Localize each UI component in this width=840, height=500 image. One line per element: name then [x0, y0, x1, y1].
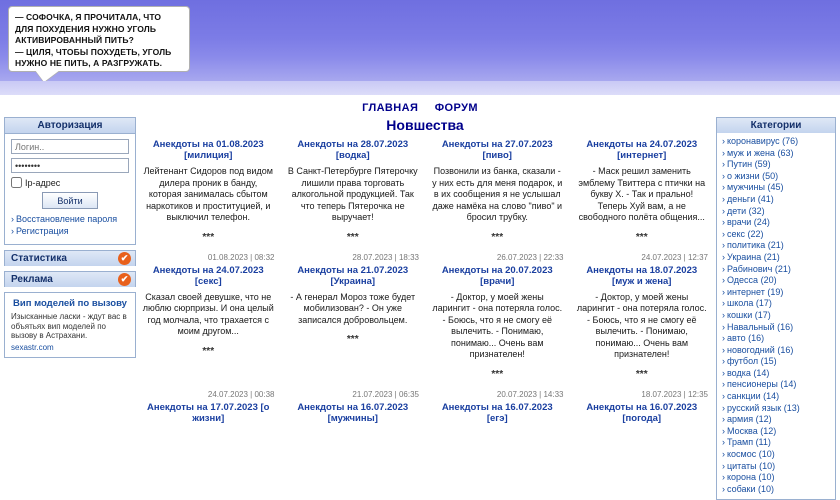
bullet-icon: › — [722, 136, 725, 146]
bubble-line-5: НУЖНО НЕ ПИТЬ, А РАЗГРУЖАТЬ. — [15, 58, 163, 68]
category-link[interactable]: школа (17) — [727, 298, 772, 309]
category-item[interactable] — [722, 148, 831, 160]
category-item[interactable] — [722, 229, 831, 241]
nav-item-home[interactable]: ГЛАВНАЯ — [362, 102, 419, 114]
registration-link[interactable]: Регистрация — [16, 226, 69, 236]
bullet-icon: › — [11, 214, 14, 224]
bullet-icon: › — [722, 170, 725, 181]
post-card — [285, 253, 422, 380]
post-rating: *** — [346, 231, 359, 243]
category-item[interactable] — [722, 275, 831, 287]
category-link[interactable]: политика (21) — [727, 240, 784, 251]
post-text: Лейтенант Сидоров под видом дилера проник в банду, которая занималась сбытом наркотиков и проституцией, и выключил телефон. — [143, 166, 273, 222]
posts-row-1 — [140, 139, 710, 243]
category-item[interactable] — [722, 333, 831, 345]
bullet-icon: › — [722, 205, 725, 216]
category-item[interactable] — [722, 437, 831, 449]
category-link[interactable]: собаки (10) — [727, 483, 775, 494]
post-date: 21.07.2023 | 06:35 — [352, 389, 419, 399]
joke-speech-bubble — [8, 6, 190, 72]
post-text: - Доктор, у моей жены ларингит - она потеряла голос. - Боюсь, что я не смогу её вылечить. - Понимаю, понимаю... Очень вам признателен! — [432, 291, 563, 359]
category-item[interactable] — [722, 298, 831, 310]
category-item[interactable] — [722, 252, 831, 264]
post-rating: *** — [635, 368, 648, 380]
post-text: - Доктор, у моей жены ларингит - она потеряла голос. - Боюсь, что я не смогу её вылечить. - Понимаю, понимаю... Очень вам признателен! — [576, 291, 707, 359]
category-item[interactable] — [722, 368, 831, 380]
login-button[interactable]: Войти — [42, 192, 98, 209]
category-item[interactable] — [722, 287, 831, 299]
promo-url[interactable]: sexastr.com — [11, 342, 54, 352]
post-title[interactable]: Анекдоты на 24.07.2023 [интернет] — [586, 139, 698, 161]
category-item[interactable] — [722, 136, 831, 148]
category-item[interactable] — [722, 182, 831, 194]
category-item[interactable] — [722, 264, 831, 276]
category-item[interactable] — [722, 379, 831, 391]
post-date: 18.07.2023 | 12:35 — [641, 389, 708, 399]
auth-panel-title: Авторизация — [4, 117, 136, 133]
bubble-line-4: — ЦИЛЯ, ЧТОБЫ ПОХУДЕТЬ, УГОЛЬ — [15, 46, 172, 57]
page-title: Новшества — [386, 117, 464, 133]
post-text: - Маск решил заменить эмблему Твиттера с птички на букву Х. - Так и прально! Теперь Хуй вам, а не свободного полёта общения... — [578, 166, 706, 222]
category-link[interactable]: Москва (12) — [727, 425, 777, 436]
category-link[interactable]: муж и жена (63) — [727, 147, 794, 158]
bullet-icon: › — [722, 193, 725, 204]
check-icon: ✔ — [118, 252, 131, 265]
category-item[interactable] — [722, 391, 831, 403]
row-spacer — [140, 380, 710, 390]
bubble-line-2: ДЛЯ ПОХУДЕНИЯ НУЖНО УГОЛЬ — [15, 23, 157, 34]
ads-panel-title: Реклама — [11, 274, 53, 285]
category-link[interactable]: врачи (24) — [727, 217, 770, 228]
promo-title[interactable]: Вип моделей по вызову — [13, 298, 127, 309]
login-input[interactable] — [11, 139, 129, 154]
ads-panel — [4, 271, 136, 287]
posts-row-2 — [140, 253, 710, 380]
post-date: 26.07.2023 | 22:33 — [496, 252, 564, 262]
category-link[interactable]: водка (14) — [727, 367, 770, 378]
bullet-icon: › — [722, 483, 725, 494]
bullet-icon: › — [722, 344, 725, 355]
bullet-icon: › — [722, 414, 725, 425]
category-item[interactable] — [722, 472, 831, 484]
category-link[interactable]: цитаты (10) — [727, 460, 776, 471]
auth-panel-body — [4, 133, 136, 245]
category-item[interactable] — [722, 217, 831, 229]
post-title[interactable]: Анекдоты на 20.07.2023 [врачи] — [441, 264, 553, 287]
bullet-icon: › — [722, 275, 725, 286]
stats-panel — [4, 250, 136, 266]
stats-panel-title: Статистика — [11, 253, 67, 264]
check-icon: ✔ — [118, 273, 131, 286]
bullet-icon: › — [722, 449, 725, 460]
post-card — [429, 390, 566, 429]
bubble-line-3: АКТИВИРОВАННЫЙ ПИТЬ? — [15, 35, 134, 45]
category-link[interactable]: секс (22) — [727, 228, 764, 239]
promo-block[interactable] — [4, 292, 136, 358]
restore-password-link[interactable]: Восстановление пароля — [16, 214, 118, 224]
post-date: 24.07.2023 | 12:37 — [641, 252, 708, 262]
category-link[interactable]: дети (32) — [727, 205, 765, 216]
bullet-icon: › — [722, 356, 725, 367]
bullet-icon: › — [722, 472, 725, 483]
category-link[interactable]: кошки (17) — [727, 309, 771, 320]
bullet-icon: › — [722, 402, 725, 413]
bullet-icon: › — [722, 333, 725, 344]
categories-list — [716, 133, 836, 500]
bullet-icon: › — [722, 379, 725, 390]
stats-panel-header[interactable] — [4, 250, 136, 266]
category-item[interactable] — [722, 240, 831, 252]
post-title[interactable]: Анекдоты на 01.08.2023 [милиция] — [152, 139, 264, 161]
post-card — [574, 253, 711, 380]
post-title[interactable]: Анекдоты на 16.07.2023 [егэ] — [441, 401, 553, 424]
category-link[interactable]: мужчины (45) — [727, 182, 784, 193]
ads-panel-header[interactable] — [4, 271, 136, 287]
post-date: 20.07.2023 | 14:33 — [496, 389, 564, 399]
post-card — [140, 253, 277, 380]
post-card — [140, 139, 277, 243]
category-link[interactable]: Одесса (20) — [727, 275, 777, 286]
category-item[interactable] — [722, 461, 831, 473]
banner-stripe — [0, 81, 840, 95]
post-rating: *** — [346, 334, 359, 345]
bullet-icon: › — [722, 309, 725, 320]
registration-row[interactable] — [11, 226, 129, 236]
category-link[interactable]: коронавирус (76) — [727, 136, 799, 146]
category-item[interactable] — [722, 194, 831, 206]
category-link[interactable]: авто (16) — [727, 333, 765, 344]
bullet-icon: › — [722, 251, 725, 262]
password-input[interactable] — [11, 158, 129, 173]
category-item[interactable] — [722, 426, 831, 438]
ip-checkbox[interactable] — [11, 177, 22, 188]
post-card — [140, 390, 277, 429]
category-item[interactable] — [722, 414, 831, 426]
category-link[interactable]: о жизни (50) — [727, 170, 779, 181]
bullet-icon: › — [722, 159, 725, 170]
bullet-icon: › — [722, 240, 725, 251]
category-item[interactable] — [722, 206, 831, 218]
post-card — [429, 139, 566, 243]
bullet-icon: › — [722, 460, 725, 471]
post-text: Сказал своей девушке, что не люблю сюрпризы. И она целый год молчала, что трахается с моим другом... — [142, 291, 274, 336]
category-link[interactable]: пенсионеры (14) — [727, 379, 797, 390]
post-text: Позвонили из банка, сказали - у них есть для меня подарок, и в их сообщения я не услышал даже намёка на слово "пиво" и бросил трубку. — [432, 166, 563, 222]
left-sidebar — [4, 117, 136, 358]
posts-row-3 — [140, 390, 710, 429]
category-item[interactable] — [722, 484, 831, 496]
category-link[interactable]: корона (10) — [727, 472, 775, 483]
post-rating: *** — [202, 345, 215, 357]
bullet-icon: › — [722, 437, 725, 448]
post-date: 28.07.2023 | 18:33 — [352, 252, 419, 262]
categories-title: Категории — [716, 117, 836, 133]
category-link[interactable]: футбол (15) — [727, 356, 777, 367]
post-card — [285, 139, 422, 243]
bullet-icon: › — [722, 286, 725, 297]
post-rating: *** — [491, 231, 504, 243]
post-title[interactable]: Анекдоты на 21.07.2023 [Украина] — [297, 264, 409, 287]
ip-checkbox-label: Ip-адрес — [25, 177, 61, 188]
post-title[interactable]: Анекдоты на 27.07.2023 [пиво] — [441, 139, 553, 161]
ip-checkbox-row[interactable] — [11, 177, 129, 188]
category-item[interactable] — [722, 171, 831, 183]
post-card — [429, 253, 566, 380]
post-card — [574, 390, 711, 429]
category-link[interactable]: Путин (59) — [727, 159, 771, 170]
post-rating: *** — [635, 231, 648, 243]
bullet-icon: › — [11, 226, 14, 236]
post-rating: *** — [491, 368, 504, 380]
post-title[interactable]: Анекдоты на 24.07.2023 [секс] — [152, 264, 264, 287]
category-link[interactable]: русский язык (13) — [727, 402, 800, 413]
bullet-icon: › — [722, 182, 725, 193]
bullet-icon: › — [722, 391, 725, 402]
post-title[interactable]: Анекдоты на 16.07.2023 [мужчины] — [297, 401, 409, 424]
post-title[interactable]: Анекдоты на 28.07.2023 [водка] — [297, 139, 409, 161]
post-date: 24.07.2023 | 00:38 — [207, 389, 275, 399]
main-nav — [0, 95, 840, 115]
bullet-icon: › — [722, 228, 725, 239]
bullet-icon: › — [722, 298, 725, 309]
bubble-line-1: — СОФОЧКА, Я ПРОЧИТАЛА, ЧТО — [15, 12, 162, 22]
category-item[interactable] — [722, 403, 831, 415]
post-rating: *** — [202, 231, 215, 243]
restore-password-row[interactable] — [11, 214, 129, 224]
site-banner — [0, 0, 840, 95]
nav-item-forum[interactable]: ФОРУМ — [434, 102, 478, 114]
category-link[interactable]: деньги (41) — [727, 193, 774, 204]
bullet-icon: › — [722, 425, 725, 436]
category-item[interactable] — [722, 322, 831, 334]
main-column — [140, 115, 710, 429]
promo-text: Изысканные ласки - ждут вас в объятьях вип моделей по вызову в Астрахани. — [11, 312, 127, 340]
row-spacer — [140, 243, 710, 253]
category-link[interactable]: Рабинович (21) — [727, 263, 791, 274]
category-item[interactable] — [722, 310, 831, 322]
categories-sidebar — [716, 117, 836, 500]
category-item[interactable] — [722, 449, 831, 461]
category-link[interactable]: интернет (19) — [727, 286, 784, 297]
post-date: 01.08.2023 | 08:32 — [207, 252, 275, 262]
post-text: В Санкт-Петербурге Пятерочку лишили права торговать алкогольной продукцией. Так что теперь Пятерочка не выручает! — [287, 166, 418, 222]
post-title[interactable]: Анекдоты на 17.07.2023 [о жизни] — [147, 401, 270, 424]
category-link[interactable]: Украина (21) — [727, 251, 780, 262]
bullet-icon: › — [722, 367, 725, 378]
category-link[interactable]: санкции (14) — [727, 391, 780, 402]
content-area — [0, 115, 840, 494]
bullet-icon: › — [722, 321, 725, 332]
category-link[interactable]: космос (10) — [727, 449, 775, 460]
bullet-icon: › — [722, 217, 725, 228]
post-card — [574, 139, 711, 243]
category-item[interactable] — [722, 356, 831, 368]
bullet-icon: › — [722, 263, 725, 274]
category-item[interactable] — [722, 159, 831, 171]
post-text: - А генерал Мороз тоже будет мобилизован? - Он уже записался добровольцем. — [290, 291, 416, 325]
category-link[interactable]: Навальный (16) — [727, 321, 794, 332]
post-card — [285, 390, 422, 429]
category-link[interactable]: армия (12) — [727, 414, 772, 425]
auth-panel — [4, 117, 136, 245]
post-title[interactable]: Анекдоты на 18.07.2023 [муж и жена] — [586, 264, 698, 287]
post-title[interactable]: Анекдоты на 16.07.2023 [погода] — [586, 401, 698, 424]
category-item[interactable] — [722, 345, 831, 357]
category-link[interactable]: Трамп (11) — [727, 437, 771, 448]
category-link[interactable]: новогодний (16) — [727, 344, 794, 355]
bullet-icon: › — [722, 147, 725, 158]
